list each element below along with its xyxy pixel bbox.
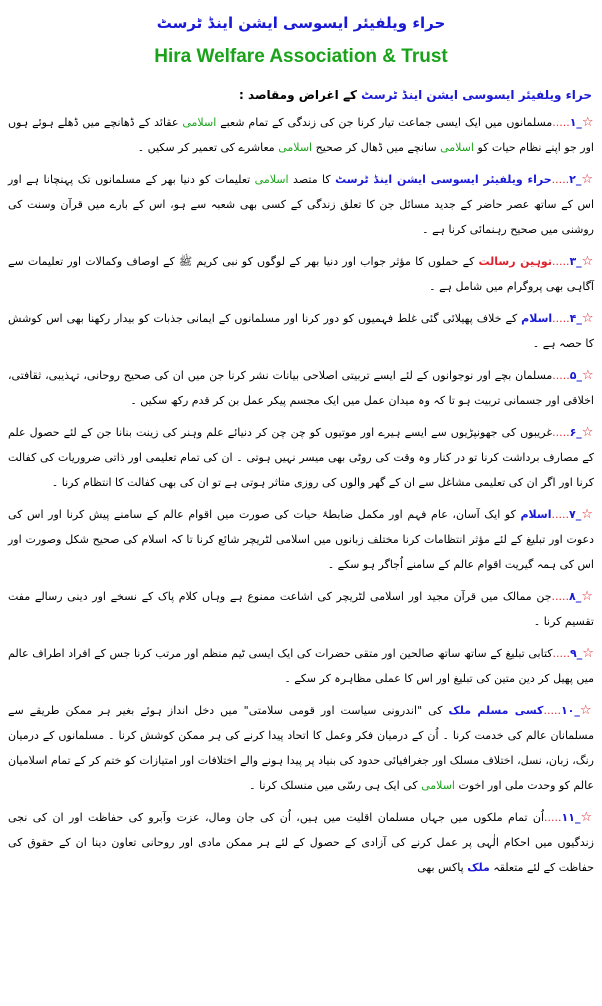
title-urdu: حراء ویلفیئر ایسوسی ایشن اینڈ ٹرسٹ [156, 14, 446, 32]
objective-item [6, 110, 596, 160]
star-icon: ☆ [579, 703, 595, 718]
objective-number: _۵ [569, 369, 582, 382]
objective-item [6, 698, 596, 798]
objective-text: مسلمانوں میں ایک ایسی جماعت تیار کرنا جن کی زندگی کے تمام شعبے [216, 116, 553, 129]
objective-item [6, 167, 596, 242]
objectives-heading-rest: کے اغراض ومقاصد : [239, 88, 362, 102]
objective-text: کی "اندرونی سیاست اور قومی سلامتی" میں دخل انداز ہوئے بغیر ہر ممکن طریقے سے مسلمانان عالم کی خدمت کرنا ۔ اُن کے درمیان فکر وعمل کا اتحاد پیدا کرنے کی ہر ممکن کوشش کرنا ۔ مسلمانوں کے درمیان رنگ، زبان، نسل، اختلاف مسلک اور جغرافیائی حدود کی بنیاد پر پیدا ہونے والے اختلافات اور امتیازات کو ختم کر کے تمام اسلامیان عالم کو وحدت ملی اور اخوت [8, 704, 594, 792]
star-icon: ☆ [581, 589, 594, 604]
objective-text: کا متصد [288, 173, 336, 186]
highlighted-text: کسی مسلم ملک [448, 704, 544, 717]
objective-text: اُن تمام ملکوں میں جہاں مسلمان اقلیت میں ہیں، اُن کی جان ومال، عزت وآبرو کی حفاظت اور ان کی نجی زندگیوں میں احکام الٰہی پر عمل کرنے کی آزادی کے حصول کے لئے ہر ممکن مادی اور روحانی تعاون دینا ان کے حقوق کی حفاظت کے لئے متعلقہ [8, 811, 594, 874]
objective-text: کو ایک آسان، عام فہم اور مکمل ضابطۂ حیات کی صورت میں اقوام عالم کے سامنے پیش کرنا اور اس کی دعوت اور تبلیغ کے لئے مؤثر انتظامات کرنا مختلف زبانوں میں اسلامی لٹریچر شائع کرنا تا کہ اسلام کی صحیح شکل وصورت اور اس کی ہمہ گیریت اقوام عالم کے سامنے اُجاگر ہو سکے ۔ [8, 508, 594, 571]
objective-number: _۷ [568, 508, 582, 521]
star-icon: ☆ [581, 507, 595, 522]
star-icon: ☆ [581, 311, 594, 326]
objective-text: کے حملوں کا مؤثر جواب اور دنیا بھر کے لوگوں کو نبی کریم ﷺ کے اوصاف وکمالات اور تعلیمات سے آگاہی بھی پروگرام میں شامل ہے ۔ [8, 255, 594, 293]
objective-item [6, 363, 596, 413]
highlighted-text: اسلامی [182, 116, 217, 129]
dots-separator: ..... [551, 508, 569, 521]
dots-separator: ..... [552, 426, 570, 439]
star-icon: ☆ [582, 646, 594, 661]
objective-item [6, 420, 596, 495]
title-english: Hira Welfare Association & Trust [154, 46, 448, 67]
objective-item [6, 306, 596, 356]
objective-text: جن ممالک میں قرآن مجید اور اسلامی لٹریچر کی اشاعت ممنوع ہے وہاں کلام پاک کے نسخے اور دینی رسالے مفت تقسیم کرنا ۔ [8, 590, 594, 628]
objective-text: کی ایک ہی رسّی میں منسلک کرنا ۔ [249, 779, 422, 792]
star-icon: ☆ [581, 172, 595, 187]
objective-number: _۲ [569, 173, 582, 186]
star-icon: ☆ [581, 368, 594, 383]
objective-item [6, 502, 596, 577]
star-icon: ☆ [581, 425, 594, 440]
highlighted-text: حراء ویلفیئر ایسوسی ایشن اینڈ ٹرسٹ [335, 173, 552, 186]
objective-number: _۱۰ [560, 704, 580, 717]
objectives-heading-org: حراء ویلفیئر ایسوسی ایشن اینڈ ٹرسٹ [361, 88, 592, 102]
dots-separator: ..... [543, 704, 561, 717]
objective-text: پاکس بھی [417, 861, 468, 874]
objective-item [6, 249, 596, 299]
objective-number: _۳ [569, 255, 582, 268]
dots-separator: ..... [544, 811, 562, 824]
highlighted-text: اسلامی [440, 141, 474, 154]
objective-text: کے خلاف پھیلائی گئی غلط فہمیوں کو دور کرنا اور مسلمانوں کے ایمانی جذبات کو بیدار رکھنا بھی اس کوشش کا حصہ ہے ۔ [8, 312, 594, 350]
objective-text: معاشرے کی تعمیر کر سکیں ۔ [137, 141, 279, 154]
highlighted-text: ملک [467, 861, 490, 874]
objective-text: مسلمان بچے اور نوجوانوں کے لئے ایسے تربیتی اصلاحی بیانات نشر کرنا جن میں ان کی صحیح روحانی، تہذیبی، ثقافتی، اخلاقی اور جسمانی تربیت ہو تا کہ وہ میدان عمل میں ایک مجسم پیکر عمل بن کر قدم رکھ سکیں ۔ [8, 369, 594, 407]
objective-text: کتابی تبلیغ کے ساتھ ساتھ صالحین اور متقی حضرات کی ایک ایسی ٹیم منظم اور مرتب کرنا جس کے افراد اطراف عالم میں پھیل کر دین متین کی تبلیغ اور اس کا عملی مظاہرہ کر سکے ۔ [8, 647, 594, 685]
dots-separator: ..... [551, 590, 569, 603]
objective-number: _۶ [569, 426, 582, 439]
highlighted-text: اسلام [521, 312, 553, 325]
highlighted-text: توہین رسالت [478, 255, 552, 268]
objective-text: تعلیمات کو دنیا بھر کے مسلمانوں تک پہنچانا ہے اور اس کے ساتھ عصر حاضر کے جدید مسائل جن کا تعلق زندگی کے کسی بھی شعبہ سے ہو، اس کے بارے میں قرآن وسنت کی روشنی میں صحیح رہنمائی کرنا ہے ۔ [8, 173, 594, 236]
dots-separator: ..... [552, 647, 570, 660]
dots-separator: ..... [551, 173, 570, 186]
dots-separator: ..... [552, 116, 570, 129]
objectives-heading [6, 84, 592, 106]
objective-number: _۱۱ [561, 811, 581, 824]
objective-number: _۴ [569, 312, 582, 325]
objective-number: _۸ [568, 590, 582, 603]
objective-text: سانچے میں ڈھال کر صحیح [312, 141, 441, 154]
star-icon: ☆ [581, 254, 594, 269]
objective-number: _۹ [569, 647, 583, 660]
objective-item [6, 584, 596, 634]
star-icon: ☆ [581, 115, 595, 130]
objective-text: غریبوں کی جھونپڑیوں سے ایسے ہیرے اور موتیوں کو چن چن کر دنیائے علم وہنر کی زینت بنانا جن کے لئے حصول علم کے مصارف برداشت کرنا تو در کنار وہ وقت کی روٹی بھی میسر نہیں ہوتی ۔ ان کی تمام تعلیمی اور ذاتی ضروریات کی کفالت کرنا اور اگر ان کی تعلیمی مشاغل سے ان کے گھر والوں کی روزی متاثر ہوتی ہے تو ان کی بھی کفالت کا انتظام کرنا ۔ [8, 426, 594, 489]
highlighted-text: اسلامی [278, 141, 313, 154]
highlighted-text: اسلامی [421, 779, 455, 792]
star-icon: ☆ [580, 810, 594, 825]
highlighted-text: اسلام [520, 508, 552, 521]
objective-item [6, 805, 596, 880]
objective-number: _۱ [569, 116, 582, 129]
objective-text: عقائد کے ڈھانچے میں ڈھلے ہوئے ہوں اور جو اپنے نظام حیات کو [8, 116, 594, 154]
dots-separator: ..... [552, 312, 570, 325]
objective-item [6, 641, 596, 691]
objectives-list [6, 110, 596, 880]
highlighted-text: اسلامی [254, 173, 289, 186]
dots-separator: ..... [551, 255, 570, 268]
dots-separator: ..... [552, 369, 570, 382]
